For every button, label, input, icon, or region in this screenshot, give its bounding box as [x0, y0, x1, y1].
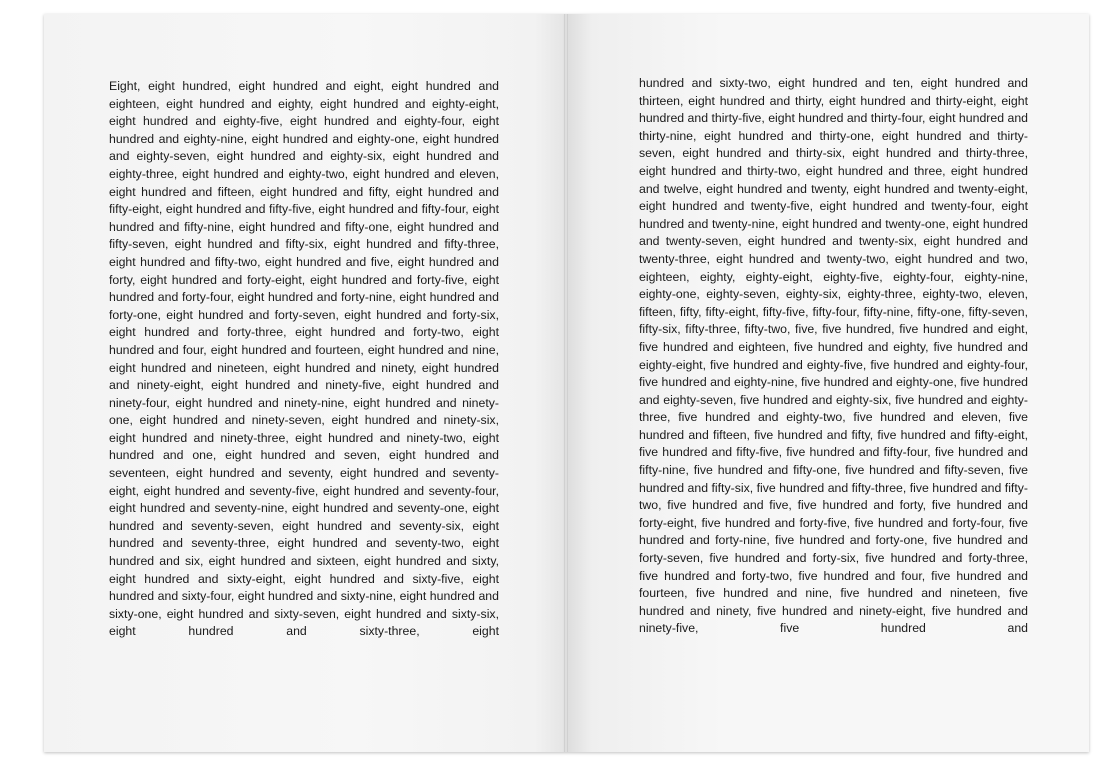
book-gutter	[564, 14, 568, 752]
right-page-text: hundred and sixty-two, eight hundred and ten, eight hundred and thirteen, eight hundred and thirty, eight hundred and thirty-eight, eight hundred and thirty-five, eight hundred and thirty-four, eight hundred and thirty-nine, eight hundred and thirty-one, eight hundred and thirty-seven, eight hundred and thirty-six, eight hundred and thirty-three, eight hundred and thirty-two, eight hundred and three, eight hundred and twelve, eight hundred and twenty, eight hundred and twenty-eight, eight hundred and twenty-five, eight hundred and twenty-four, eight hundred and twenty-nine, eight hundred and twenty-one, eight hundred and twenty-seven, eight hundred and twenty-six, eight hundred and twenty-three, eight hundred and twenty-two, eight hundred and two, eighteen, eighty, eighty-eight, eighty-five, eighty-four, eighty-nine, eighty-one, eighty-seven, eighty-six, eighty-three, eighty-two, eleven, fifteen, fifty, fifty-eight, fifty-five, fifty-four, fifty-nine, fifty-one, fifty-seven, fifty-six, fifty-three, fifty-two, five, five hundred, five hundred and eight, five hundred and eighteen, five hundred and eighty, five hundred and eighty-eight, five hundred and eighty-five, five hundred and eighty-four, five hundred and eighty-nine, five hundred and eighty-one, five hundred and eighty-seven, five hundred and eighty-six, five hundred and eighty-three, five hundred and eighty-two, five hundred and eleven, five hundred and fifteen, five hundred and fifty, five hundred and fifty-eight, five hundred and fifty-five, five hundred and fifty-four, five hundred and fifty-nine, five hundred and fifty-one, five hundred and fifty-seven, five hundred and fifty-six, five hundred and fifty-three, five hundred and fifty-two, five hundred and five, five hundred and forty, five hundred and forty-eight, five hundred and forty-five, five hundred and forty-four, five hundred and forty-nine, five hundred and forty-one, five hundred and forty-seven, five hundred and forty-six, five hundred and forty-three, five hundred and forty-two, five hundred and four, five hundred and fourteen, five hundred and nine, five hundred and nineteen, five hundred and ninety, five hundred and ninety-eight, five hundred and ninety-five, five hundred and	[639, 76, 1028, 636]
right-page	[566, 14, 1089, 752]
left-page	[44, 14, 566, 752]
left-page-text: Eight, eight hundred, eight hundred and eight, eight hundred and eighteen, eight hundred and eighty, eight hundred and eighty-eight, eight hundred and eighty-five, eight hundred and eighty-four, eight hundred and eighty-nine, eight hundred and eighty-one, eight hundred and eighty-seven, eight hundred and eighty-six, eight hundred and eighty-three, eight hundred and eighty-two, eight hundred and eleven, eight hundred and fifteen, eight hundred and fifty, eight hundred and fifty-eight, eight hundred and fifty-five, eight hundred and fifty-four, eight hundred and fifty-nine, eight hundred and fifty-one, eight hundred and fifty-seven, eight hundred and fifty-six, eight hundred and fifty-three, eight hundred and fifty-two, eight hundred and five, eight hundred and forty, eight hundred and forty-eight, eight hundred and forty-five, eight hundred and forty-four, eight hundred and forty-nine, eight hundred and forty-one, eight hundred and forty-seven, eight hundred and forty-six, eight hundred and forty-three, eight hundred and forty-two, eight hundred and four, eight hundred and fourteen, eight hundred and nine, eight hundred and nineteen, eight hundred and ninety, eight hundred and ninety-eight, eight hundred and ninety-five, eight hundred and ninety-four, eight hundred and ninety-nine, eight hundred and ninety-one, eight hundred and ninety-seven, eight hundred and ninety-six, eight hundred and ninety-three, eight hundred and ninety-two, eight hundred and one, eight hundred and seven, eight hundred and seventeen, eight hundred and seventy, eight hundred and seventy-eight, eight hundred and seventy-five, eight hundred and seventy-four, eight hundred and seventy-nine, eight hundred and seventy-one, eight hundred and seventy-seven, eight hundred and seventy-six, eight hundred and seventy-three, eight hundred and seventy-two, eight hundred and six, eight hundred and sixteen, eight hundred and sixty, eight hundred and sixty-eight, eight hundred and sixty-five, eight hundred and sixty-four, eight hundred and sixty-nine, eight hundred and sixty-one, eight hundred and sixty-seven, eight hundred and sixty-six, eight hundred and sixty-three, eight	[109, 79, 499, 639]
